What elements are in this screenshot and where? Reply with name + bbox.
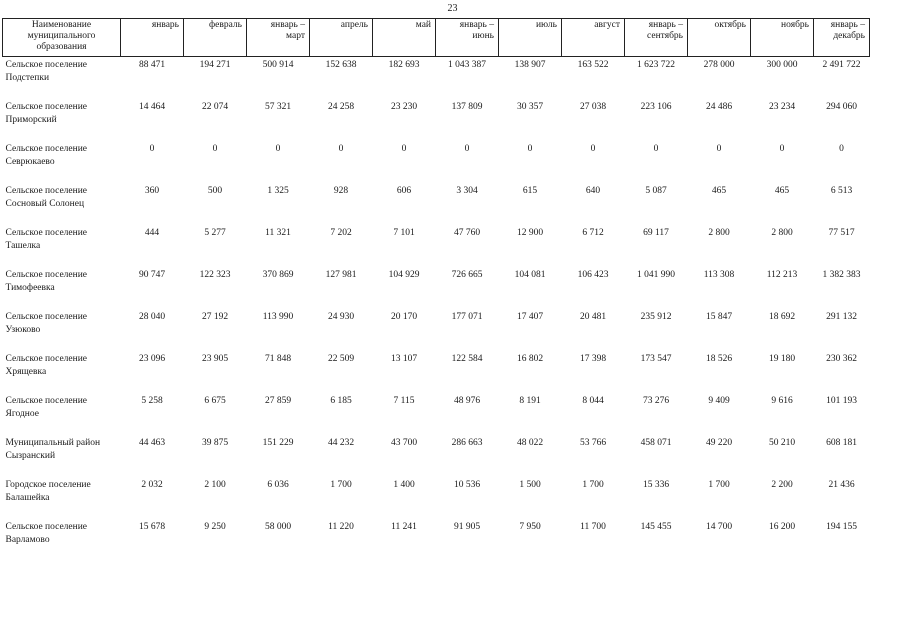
- value-cell: 2 100: [204, 479, 226, 490]
- municipality-name: Сельское поселение Сосновый Солонец: [5, 185, 88, 209]
- value-cell: 17 398: [579, 353, 607, 364]
- value-cell: 43 700: [390, 437, 418, 448]
- value-cell: 27 859: [264, 395, 292, 406]
- value-cell: 370 869: [262, 269, 294, 280]
- value-cell: 458 071: [640, 437, 672, 448]
- value-cell: 73 276: [642, 395, 670, 406]
- value-cell: 11 700: [580, 521, 606, 532]
- value-cell: 444: [144, 227, 160, 238]
- value-cell: 7 950: [519, 521, 541, 532]
- table-row: [3, 351, 870, 393]
- value-cell: 294 060: [826, 101, 857, 112]
- value-cell: 28 040: [138, 311, 166, 322]
- value-cell: 20 170: [390, 311, 418, 322]
- value-cell: 2 800: [708, 227, 730, 238]
- value-cell: 90 747: [138, 269, 166, 280]
- column-header-period: октябрь: [688, 19, 751, 57]
- table-row: [3, 141, 870, 183]
- column-header-period: май: [373, 19, 436, 57]
- value-cell: 0: [212, 143, 218, 154]
- value-cell: 22 509: [327, 353, 355, 364]
- value-cell: 44 463: [138, 437, 166, 448]
- table-row: [3, 393, 870, 435]
- value-cell: 177 071: [451, 311, 483, 322]
- value-cell: 2 491 722: [822, 60, 861, 70]
- municipality-name: Сельское поселение Ташелка: [5, 227, 88, 251]
- value-cell: 0: [779, 143, 785, 154]
- value-cell: 112 213: [766, 269, 798, 280]
- municipality-name: Сельское поселение Тимофеевка: [5, 269, 88, 293]
- table-row: [3, 183, 870, 225]
- table-row: [3, 267, 870, 309]
- value-cell: 91 905: [453, 521, 481, 532]
- value-cell: 0: [338, 143, 344, 154]
- value-cell: 608 181: [826, 437, 857, 448]
- value-cell: 113 990: [262, 311, 294, 322]
- value-cell: 50 210: [768, 437, 796, 448]
- value-cell: 606: [396, 185, 412, 196]
- value-cell: 69 117: [643, 227, 669, 238]
- value-cell: 3 304: [456, 185, 478, 196]
- value-cell: 77 517: [828, 227, 855, 238]
- value-cell: 30 357: [516, 101, 544, 112]
- table-body: [3, 57, 870, 561]
- column-header-period: февраль: [184, 19, 247, 57]
- page-number: 23: [447, 3, 458, 14]
- value-cell: 500 914: [262, 60, 294, 70]
- municipality-name: Городское поселение Балашейка: [5, 479, 91, 503]
- value-cell: 300 000: [766, 60, 798, 70]
- value-cell: 104 929: [388, 269, 420, 280]
- column-header-period: июль: [499, 19, 562, 57]
- value-cell: 49 220: [705, 437, 733, 448]
- value-cell: 14 700: [705, 521, 733, 532]
- value-cell: 2 032: [141, 479, 163, 490]
- value-cell: 23 096: [138, 353, 166, 364]
- value-cell: 11 241: [391, 521, 417, 532]
- column-header-period: январь – март: [247, 19, 310, 57]
- value-cell: 7 115: [393, 395, 415, 406]
- value-cell: 47 760: [453, 227, 481, 238]
- value-cell: 88 471: [138, 60, 166, 70]
- value-cell: 0: [464, 143, 470, 154]
- value-cell: 48 976: [453, 395, 481, 406]
- value-cell: 0: [275, 143, 281, 154]
- value-cell: 1 041 990: [637, 269, 675, 280]
- value-cell: 1 700: [582, 479, 604, 490]
- value-cell: 15 678: [138, 521, 166, 532]
- column-header-period: январь – июнь: [436, 19, 499, 57]
- value-cell: 5 258: [141, 395, 163, 406]
- value-cell: 48 022: [516, 437, 544, 448]
- value-cell: 58 000: [264, 521, 292, 532]
- value-cell: 2 200: [771, 479, 793, 490]
- municipality-name: Сельское поселение Варламово: [5, 521, 88, 545]
- value-cell: 16 200: [768, 521, 796, 532]
- value-cell: 163 522: [577, 60, 609, 70]
- value-cell: 21 436: [828, 479, 855, 490]
- column-header-period: август: [562, 19, 625, 57]
- table-row: [3, 519, 870, 561]
- value-cell: 152 638: [325, 60, 357, 70]
- table-row: [3, 99, 870, 141]
- value-cell: 27 192: [201, 311, 229, 322]
- value-cell: 1 623 722: [637, 60, 675, 70]
- value-cell: 53 766: [579, 437, 607, 448]
- value-cell: 465: [774, 185, 790, 196]
- table-row: [3, 225, 870, 267]
- value-cell: 465: [711, 185, 727, 196]
- value-cell: 6 185: [330, 395, 352, 406]
- value-cell: 230 362: [826, 353, 857, 364]
- municipality-name: Сельское поселение Подстепки: [5, 60, 88, 83]
- value-cell: 1 500: [519, 479, 541, 490]
- value-cell: 14 464: [138, 101, 166, 112]
- value-cell: 194 155: [826, 521, 857, 532]
- value-cell: 9 250: [204, 521, 226, 532]
- value-cell: 24 930: [327, 311, 355, 322]
- column-header-period: ноябрь: [751, 19, 814, 57]
- value-cell: 0: [149, 143, 155, 154]
- value-cell: 27 038: [579, 101, 607, 112]
- column-header-period: апрель: [310, 19, 373, 57]
- value-cell: 928: [333, 185, 349, 196]
- value-cell: 0: [401, 143, 407, 154]
- value-cell: 71 848: [264, 353, 292, 364]
- table-row: [3, 309, 870, 351]
- value-cell: 16 802: [516, 353, 544, 364]
- value-cell: 640: [585, 185, 601, 196]
- column-header-name: Наименование муниципального образования: [3, 19, 121, 57]
- value-cell: 0: [527, 143, 533, 154]
- table-row: [3, 477, 870, 519]
- value-cell: 8 191: [519, 395, 541, 406]
- value-cell: 122 323: [199, 269, 231, 280]
- value-cell: 15 336: [642, 479, 670, 490]
- value-cell: 8 044: [582, 395, 604, 406]
- value-cell: 6 036: [267, 479, 289, 490]
- value-cell: 57 321: [264, 101, 292, 112]
- table-row: [3, 435, 870, 477]
- value-cell: 615: [522, 185, 538, 196]
- value-cell: 286 663: [451, 437, 483, 448]
- column-header-period: январь – декабрь: [814, 19, 870, 57]
- value-cell: 1 043 387: [448, 60, 486, 70]
- value-cell: 0: [839, 143, 844, 154]
- value-cell: 726 665: [451, 269, 483, 280]
- value-cell: 9 409: [708, 395, 730, 406]
- municipality-name: Муниципальный район Сызранский: [5, 437, 101, 461]
- value-cell: 1 400: [393, 479, 415, 490]
- value-cell: 138 907: [514, 60, 546, 70]
- value-cell: 17 407: [516, 311, 544, 322]
- value-cell: 23 905: [201, 353, 229, 364]
- value-cell: 127 981: [325, 269, 357, 280]
- value-cell: 22 074: [201, 101, 229, 112]
- value-cell: 23 230: [390, 101, 418, 112]
- value-cell: 2 800: [771, 227, 793, 238]
- value-cell: 173 547: [640, 353, 672, 364]
- value-cell: 104 081: [514, 269, 546, 280]
- value-cell: 24 486: [705, 101, 733, 112]
- value-cell: 1 700: [330, 479, 352, 490]
- value-cell: 113 308: [703, 269, 735, 280]
- value-cell: 223 106: [640, 101, 672, 112]
- value-cell: 7 202: [330, 227, 352, 238]
- municipality-name: Сельское поселение Севрюкаево: [5, 143, 88, 167]
- value-cell: 278 000: [703, 60, 735, 70]
- value-cell: 13 107: [390, 353, 418, 364]
- municipality-name: Сельское поселение Хрящевка: [5, 353, 88, 377]
- value-cell: 182 693: [388, 60, 420, 70]
- value-cell: 1 382 383: [822, 269, 861, 280]
- value-cell: 6 513: [830, 185, 853, 196]
- value-cell: 101 193: [826, 395, 857, 406]
- value-cell: 11 321: [265, 227, 291, 238]
- value-cell: 18 692: [768, 311, 796, 322]
- value-cell: 6 675: [204, 395, 226, 406]
- municipality-name: Сельское поселение Узюково: [5, 311, 88, 335]
- table-row: [3, 57, 870, 99]
- value-cell: 20 481: [579, 311, 607, 322]
- value-cell: 1 700: [708, 479, 730, 490]
- value-cell: 194 271: [199, 60, 231, 70]
- column-header-period: январь: [121, 19, 184, 57]
- column-header-period: январь – сентябрь: [625, 19, 688, 57]
- value-cell: 106 423: [577, 269, 609, 280]
- value-cell: 24 258: [327, 101, 355, 112]
- value-cell: 1 325: [267, 185, 289, 196]
- value-cell: 122 584: [451, 353, 483, 364]
- value-cell: 500: [207, 185, 223, 196]
- value-cell: 5 087: [645, 185, 667, 196]
- value-cell: 7 101: [393, 227, 415, 238]
- value-cell: 6 712: [582, 227, 604, 238]
- header-row: [3, 19, 870, 57]
- value-cell: 9 616: [771, 395, 793, 406]
- municipality-name: Сельское поселение Ягодное: [5, 395, 88, 419]
- value-cell: 39 875: [201, 437, 229, 448]
- value-cell: 137 809: [451, 101, 483, 112]
- value-cell: 44 232: [327, 437, 355, 448]
- value-cell: 18 526: [705, 353, 733, 364]
- value-cell: 145 455: [640, 521, 672, 532]
- value-cell: 10 536: [453, 479, 481, 490]
- data-table: [2, 18, 870, 561]
- value-cell: 15 847: [705, 311, 733, 322]
- value-cell: 0: [653, 143, 659, 154]
- value-cell: 235 912: [640, 311, 672, 322]
- municipality-name: Сельское поселение Приморский: [5, 101, 88, 125]
- value-cell: 11 220: [328, 521, 354, 532]
- value-cell: 0: [590, 143, 596, 154]
- value-cell: 291 132: [826, 311, 857, 322]
- value-cell: 151 229: [262, 437, 294, 448]
- value-cell: 360: [144, 185, 160, 196]
- value-cell: 19 180: [768, 353, 796, 364]
- value-cell: 0: [716, 143, 722, 154]
- value-cell: 12 900: [516, 227, 544, 238]
- value-cell: 23 234: [768, 101, 796, 112]
- value-cell: 5 277: [204, 227, 226, 238]
